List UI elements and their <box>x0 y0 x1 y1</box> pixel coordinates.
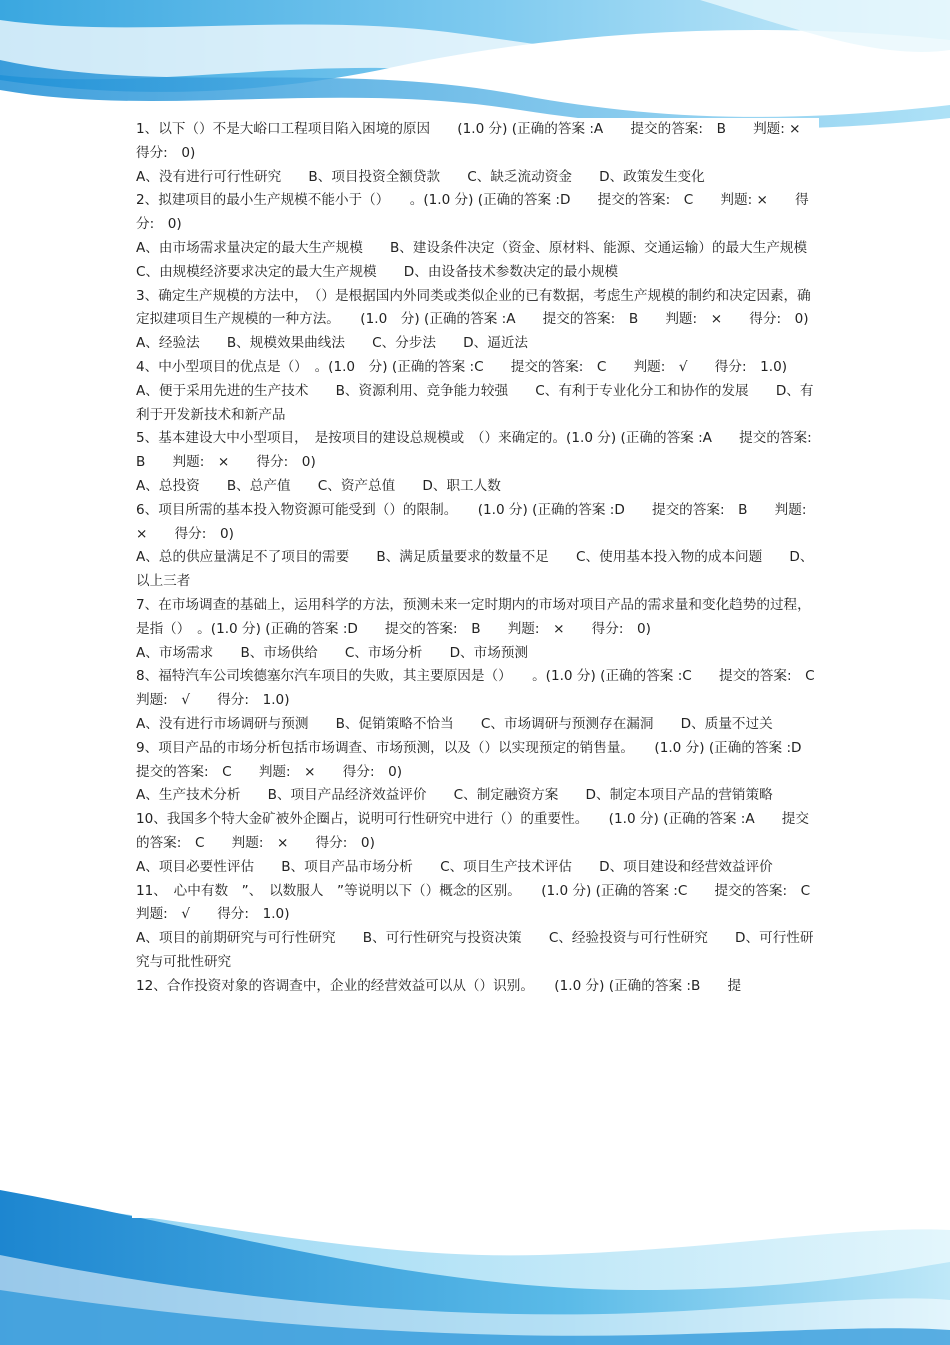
question-stem: 3、确定生产规模的方法中， （）是根据国内外同类或类似企业的已有数据，考虑生产规模的制约和决定因素，确定拟建项目生产规模的一种方法。 (1.0 分) (正确的答案 :A 提交的答案: B 判题: × 得分: 0) <box>136 287 811 328</box>
question-stem: 8、福特汽车公司埃德塞尔汽车项目的失败，其主要原因是（） 。(1.0 分) (正确的答案 :C 提交的答案: C 判题: √ 得分: 1.0) <box>136 668 842 709</box>
question-options: A、总投资 B、总产值 C、资产总值 D、职工人数 <box>136 477 501 494</box>
question-item <box>136 880 838 975</box>
question-options: A、项目必要性评估 B、项目产品市场分析 C、项目生产技术评估 D、项目建设和经营效益评价 <box>136 858 773 875</box>
question-item <box>136 975 819 999</box>
question-options: A、市场需求 B、市场供给 C、市场分析 D、市场预测 <box>136 644 529 661</box>
question-stem: 11、 心中有数 ”、 以数服人 ”等说明以下（）概念的区别。 (1.0 分) (正确的答案 :C 提交的答案: C 判题: √ 得分: 1.0) <box>136 882 838 923</box>
question-stem: 1、以下（）不是大峪口工程项目陷入困境的原因 (1.0 分) (正确的答案 :A 提交的答案: B 判题: × 得分: 0) <box>136 121 828 161</box>
question-options: A、由市场需求量决定的最大生产规模 B、建设条件决定（资金、原材料、能源、交通运输）的最大生产规模 C、由规模经济要求决定的最大生产规模 D、由设备技术参数决定的最小规模 <box>136 239 835 280</box>
question-stem: 12、合作投资对象的咨调查中，企业的经营效益可以从（）识别。 (1.0 分) (正确的答案 :B 提 <box>136 977 742 994</box>
question-stem: 4、中小型项目的优点是（） 。(1.0 分) (正确的答案 :C 提交的答案: C 判题: √ 得分: 1.0) <box>136 358 788 375</box>
question-options: A、项目的前期研究与可行性研究 B、可行性研究与投资决策 C、经验投资与可行性研究 D、可行性研究与可批性研究 <box>136 930 814 970</box>
question-item <box>136 356 819 427</box>
question-options: A、没有进行市场调研与预测 B、促销策略不恰当 C、市场调研与预测存在漏洞 D、质量不过关 <box>136 715 773 732</box>
question-stem: 5、基本建设大中小型项目， 是按项目的建设总规模或 （）来确定的。(1.0 分) (正确的答案 :A 提交的答案: B 判题: × 得分: 0) <box>136 430 826 471</box>
question-options: A、生产技术分析 B、项目产品经济效益评价 C、制定融资方案 D、制定本项目产品的营销策略 <box>136 787 773 804</box>
question-stem: 2、拟建项目的最小生产规模不能小于（） 。(1.0 分) (正确的答案 :D 提交的答案: C 判题: × 得分: 0) <box>136 192 809 233</box>
question-item <box>136 427 826 498</box>
question-stem: 7、在市场调查的基础上，运用科学的方法，预测未来一定时期内的市场对项目产品的需求量和变化趋势的过程，是指（） 。(1.0 分) (正确的答案 :D 提交的答案: B 判题: × 得分: 0) <box>136 596 811 637</box>
question-stem: 6、项目所需的基本投入物资源可能受到（）的限制。 (1.0 分) (正确的答案 :D 提交的答案: B 判题: × 得分: 0) <box>136 501 820 542</box>
question-options: A、经验法 B、规模效果曲线法 C、分步法 D、逼近法 <box>136 335 529 352</box>
question-item <box>136 189 835 284</box>
question-item <box>136 665 842 736</box>
question-item <box>136 737 829 808</box>
document-page <box>132 118 842 1218</box>
question-options: A、总的供应量满足不了项目的需要 B、满足质量要求的数量不足 C、使用基本投入物的成本问题 D、以上三者 <box>136 549 814 590</box>
question-item <box>136 118 828 189</box>
question-options: A、便于采用先进的生产技术 B、资源利用、竞争能力较强 C、有利于专业化分工和协作的发展 D、有利于开发新技术和新产品 <box>136 382 814 423</box>
question-item <box>136 808 819 879</box>
question-stem: 10、我国多个特大金矿被外企圈占，说明可行性研究中进行（）的重要性。 (1.0 分) (正确的答案 :A 提交的答案: C 判题: × 得分: 0) <box>136 811 809 851</box>
question-item <box>136 499 819 594</box>
question-options: A、没有进行可行性研究 B、项目投资全额贷款 C、缺乏流动资金 D、政策发生变化 <box>136 168 705 185</box>
question-stem: 9、项目产品的市场分析包括市场调查、市场预测，以及（）以实现预定的销售量。 (1.0 分) (正确的答案 :D 提交的答案: C 判题: × 得分: 0) <box>136 739 829 780</box>
question-item <box>136 285 819 356</box>
question-item <box>136 594 819 665</box>
question-list <box>132 118 842 998</box>
